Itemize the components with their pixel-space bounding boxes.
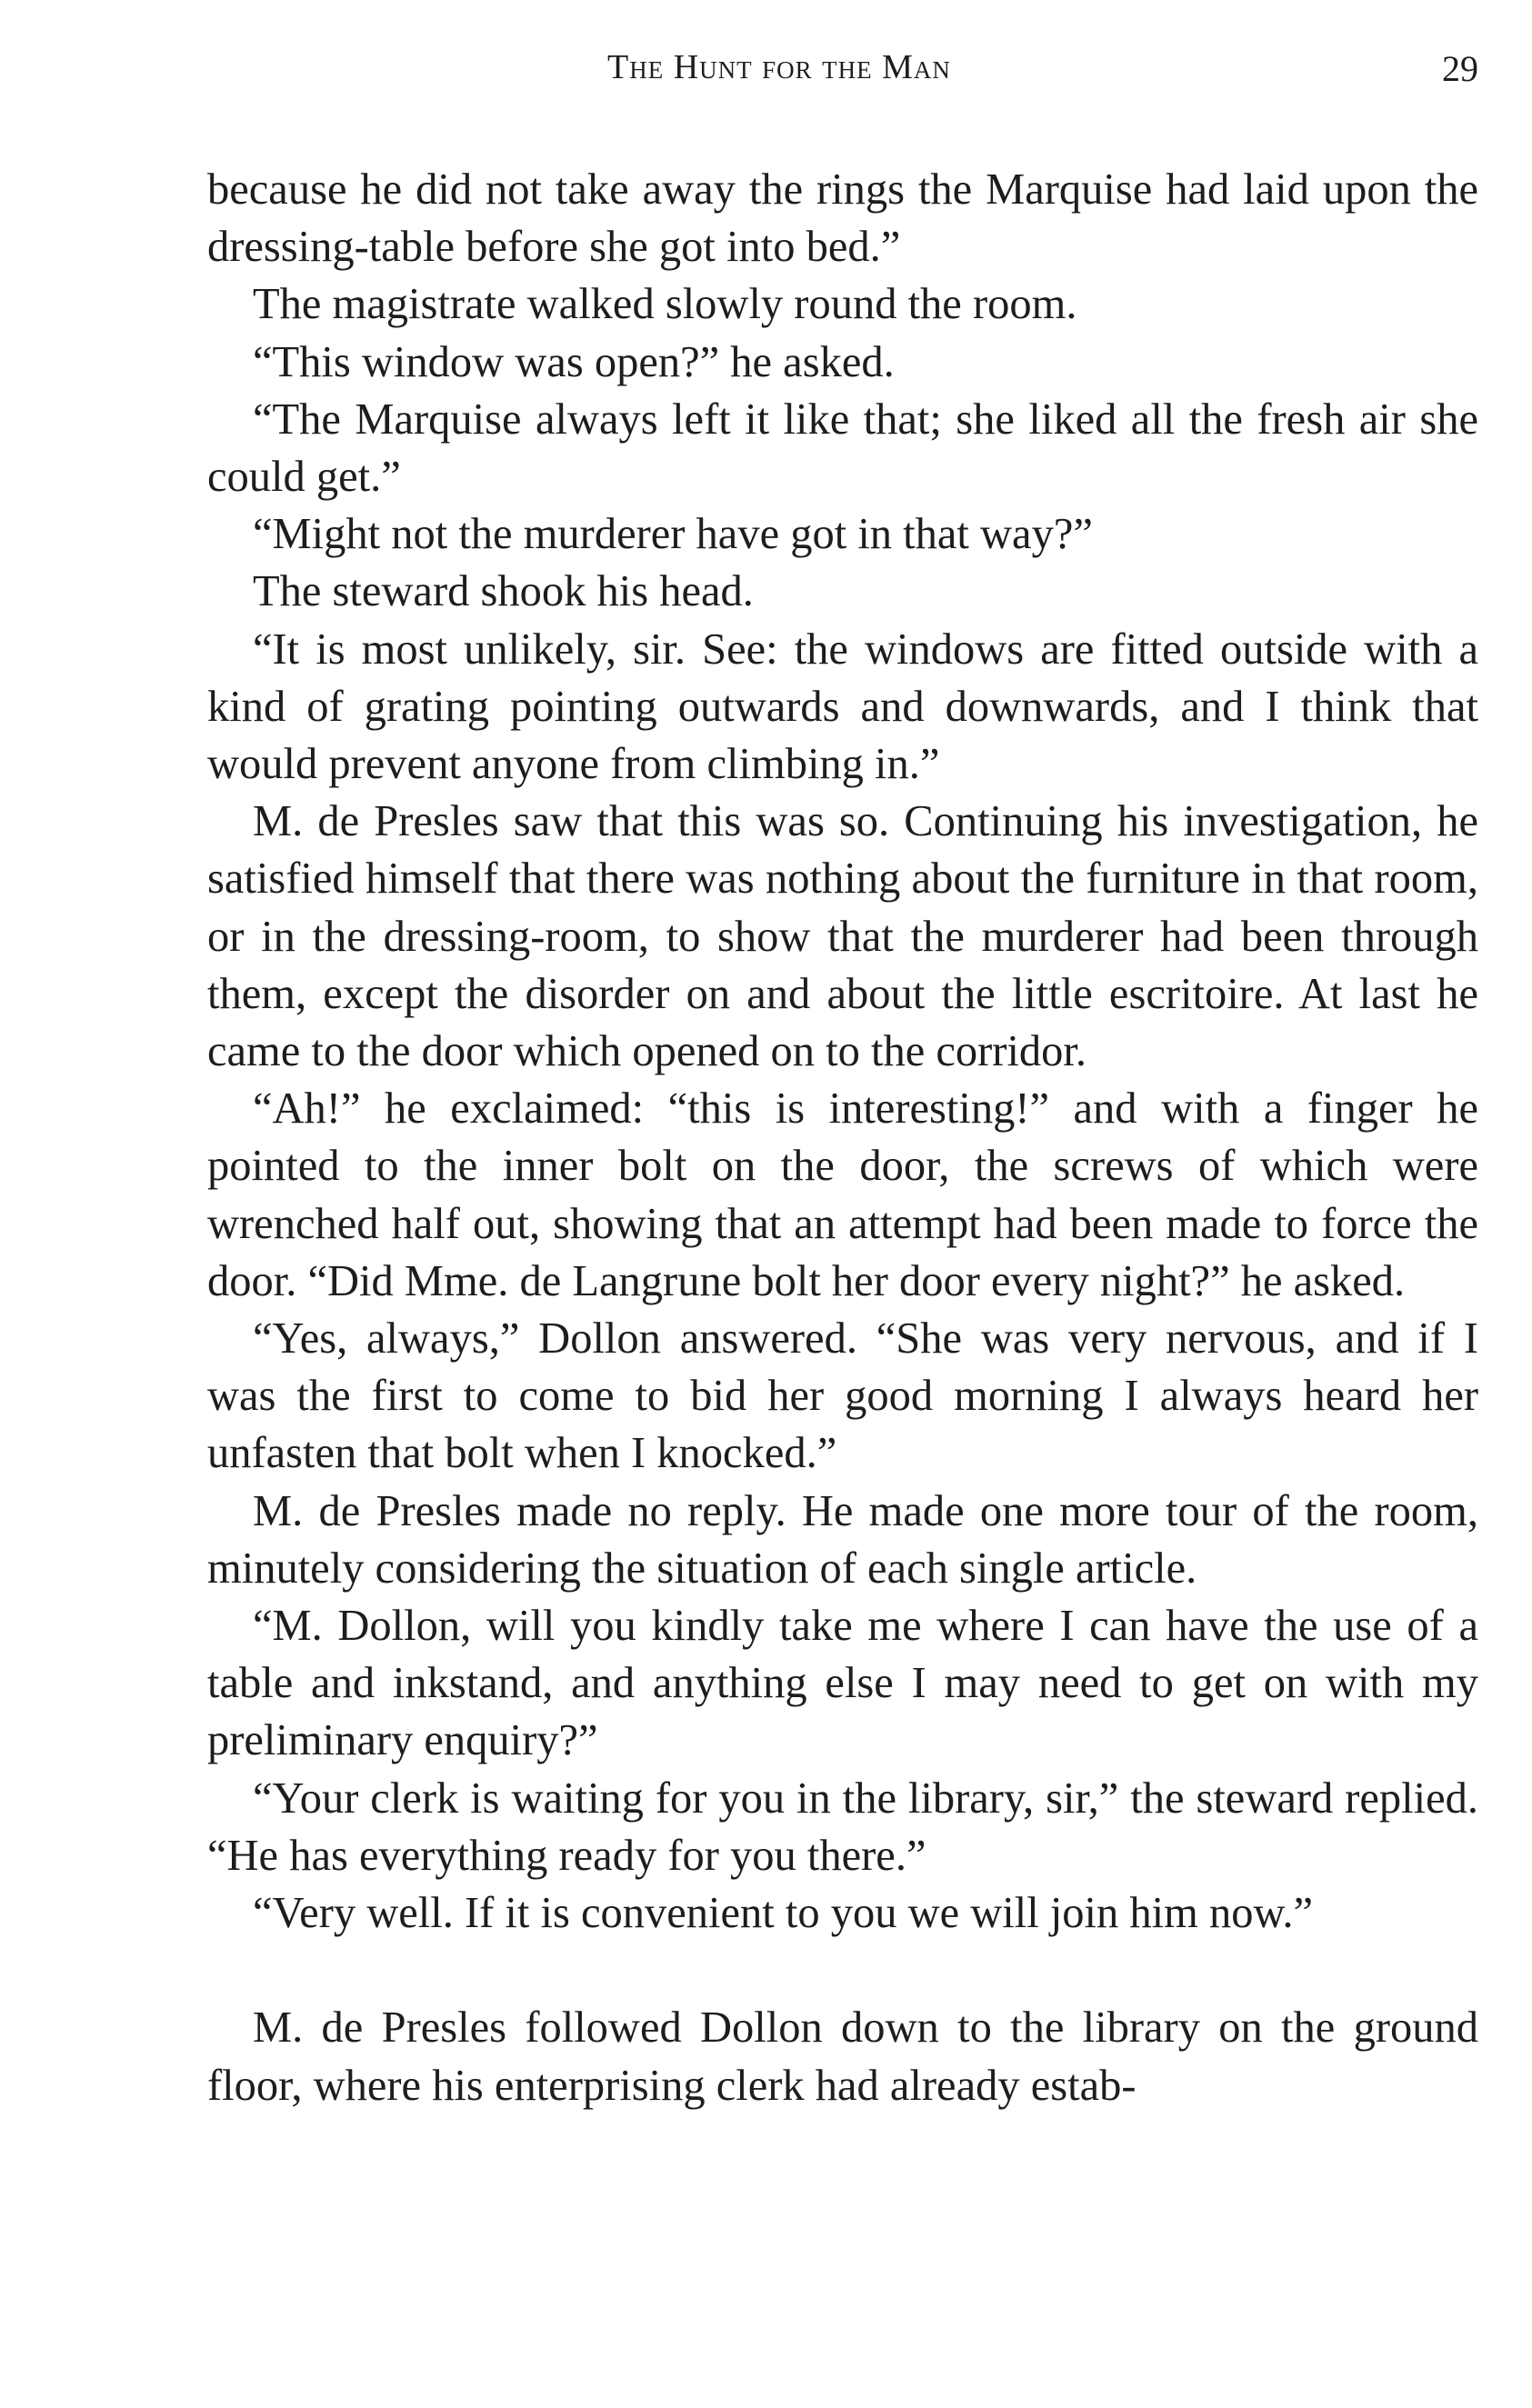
- running-header-title: The Hunt for the Man: [607, 48, 951, 86]
- paragraph-continued: because he did not take away the rings the Marquise had laid upon the dressing-table before she got into bed.”: [207, 165, 1478, 272]
- section-break: [207, 1942, 1478, 1999]
- paragraph: “The Marquise always left it like that; she liked all the fresh air she could get.”: [207, 395, 1478, 502]
- paragraph: “It is most unlikely, sir. See: the windows are fitted outside with a kind of grating pointing outwards and downwards, and I think that would prevent anyone from climbing in.”: [207, 624, 1478, 789]
- paragraph: M. de Presles made no reply. He made one more tour of the room, minutely considering the situation of each single article.: [207, 1486, 1478, 1593]
- paragraph: “This window was open?” he asked.: [253, 337, 895, 386]
- page-number: 29: [1442, 48, 1478, 89]
- paragraph: “Might not the murderer have got in that way?”: [253, 510, 1093, 559]
- paragraph: The magistrate walked slowly round the room.: [253, 280, 1077, 329]
- paragraph: “Ah!” he exclaimed: “this is interesting!” and with a finger he pointed to the inner bolt on the door, the screws of which were wrenched half out, showing that an attempt had been made to force the door. “Did Mme. de Langrune bolt her door every night?” he asked.: [207, 1084, 1478, 1305]
- paragraph: M. de Presles saw that this was so. Continuing his investigation, he satisfied himself that there was nothing about the furniture in that room, or in the dressing-room, to show that the murderer had been through them, except the disorder on and about the little escritoire. At last he came to the door which opened on to the corridor.: [207, 797, 1478, 1076]
- paragraph: “M. Dollon, will you kindly take me where I can have the use of a table and inkstand, and anything else I may need to get on with my preliminary enquiry?”: [207, 1602, 1478, 1765]
- paragraph: The steward shook his head.: [253, 567, 754, 616]
- running-header: [207, 47, 1478, 102]
- paragraph: “Yes, always,” Dollon answered. “She was very nervous, and if I was the first to come to bid her good morning I always heard her unfasten that bolt when I knocked.”: [207, 1314, 1478, 1478]
- body-text: [207, 161, 1478, 2114]
- paragraph: M. de Presles followed Dollon down to the library on the ground floor, where his enterprising clerk had already estab-: [207, 2003, 1478, 2110]
- paragraph: “Your clerk is waiting for you in the library, sir,” the steward replied. “He has everything ready for you there.”: [207, 1774, 1478, 1880]
- paragraph: “Very well. If it is convenient to you we will join him now.”: [253, 1889, 1314, 1938]
